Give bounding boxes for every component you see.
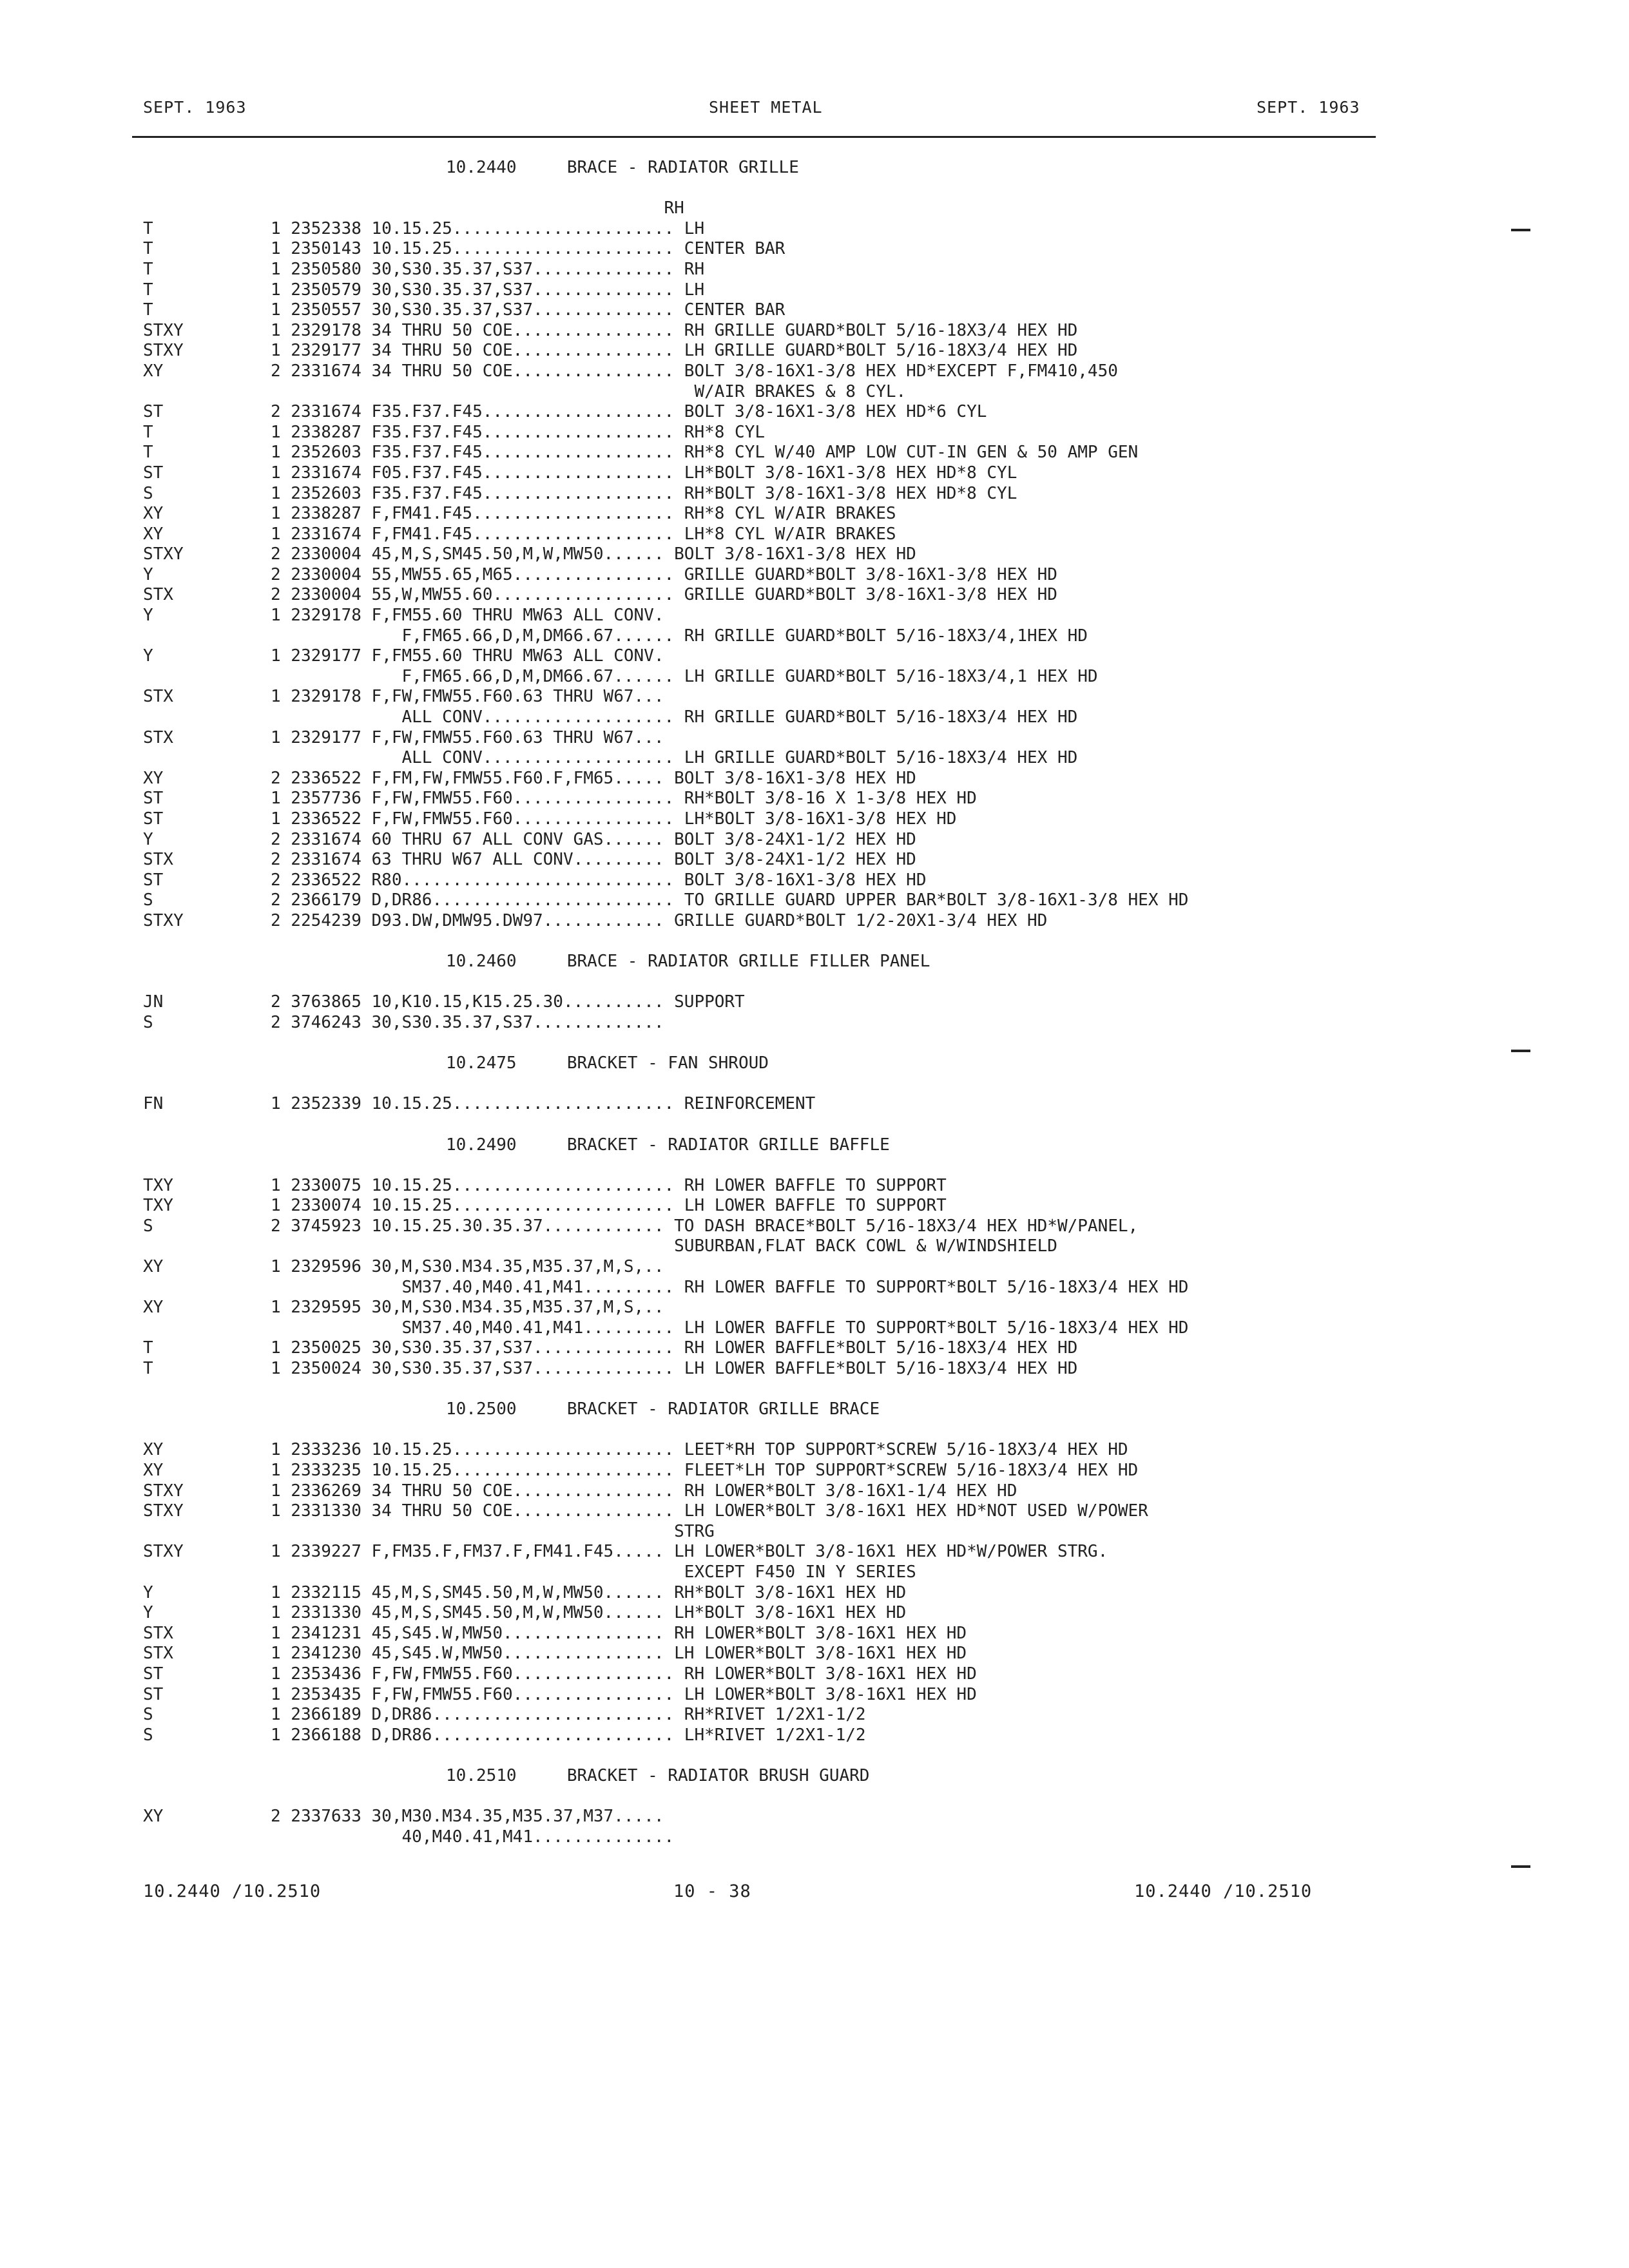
part-row — [143, 1501, 1432, 1522]
series-code: XY — [143, 504, 164, 524]
series-code: T — [143, 280, 153, 300]
part-row — [143, 1338, 1432, 1359]
part-row — [143, 1176, 1432, 1196]
series-code: S — [143, 1012, 153, 1032]
series-code: T — [143, 239, 153, 259]
section-title: 10.2500 BRACKET - RADIATOR GRILLE BRACE — [446, 1399, 880, 1419]
blank-line — [143, 932, 1432, 952]
part-row — [143, 463, 1432, 484]
series-code: T — [143, 422, 153, 442]
part-entry: 2 2331674 34 THRU 50 COE................ BOLT 3/8-16X1-3/8 HEX HD*EXCEPT F,FM410,450 — [271, 361, 1118, 381]
part-entry: 2 2330004 45,M,S,SM45.50,M,W,MW50...... BOLT 3/8-16X1-3/8 HEX HD — [271, 544, 916, 564]
part-entry: 1 2350143 10.15.25...................... CENTER BAR — [271, 239, 786, 259]
part-row — [143, 585, 1432, 606]
part-row — [143, 565, 1432, 586]
part-row — [143, 707, 1432, 728]
blank-line — [143, 972, 1432, 993]
part-entry: SM37.40,M40.41,M41......... RH LOWER BAFFLE TO SUPPORT*BOLT 5/16-18X3/4 HEX HD — [271, 1277, 1189, 1297]
part-entry: 1 2352339 10.15.25...................... REINFORCEMENT — [271, 1094, 816, 1114]
part-row — [143, 1278, 1432, 1298]
part-row — [143, 361, 1432, 382]
series-code: ST — [143, 789, 164, 809]
part-entry: 2 3746243 30,S30.35.37,S37............. — [271, 1012, 664, 1032]
header-left: SEPT. 1963 — [143, 98, 247, 117]
series-code: S — [143, 483, 153, 503]
part-row — [143, 769, 1432, 789]
series-code: XY — [143, 361, 164, 381]
part-row — [143, 1216, 1432, 1237]
part-entry: F,FM65.66,D,M,DM66.67...... RH GRILLE GUARD*BOLT 5/16-18X3/4,1HEX HD — [271, 626, 1088, 646]
part-row — [143, 1236, 1432, 1257]
header-right: SEPT. 1963 — [1257, 98, 1360, 117]
part-row — [143, 646, 1432, 667]
series-code: STXY — [143, 544, 184, 564]
part-entry: 1 2329178 F,FM55.60 THRU MW63 ALL CONV. — [271, 606, 664, 626]
part-entry: 2 3745923 10.15.25.30.35.37............ TO DASH BRACE*BOLT 5/16-18X3/4 HEX HD*W/PANEL, — [271, 1216, 1139, 1236]
series-code: ST — [143, 402, 164, 422]
blank-line — [143, 1745, 1432, 1766]
series-code: S — [143, 1725, 153, 1745]
margin-mark — [1511, 229, 1530, 231]
part-row — [143, 1664, 1432, 1685]
series-code: JN — [143, 992, 164, 1012]
part-entry: 2 2331674 60 THRU 67 ALL CONV GAS...... BOLT 3/8-24X1-1/2 HEX HD — [271, 829, 916, 849]
series-code: T — [143, 1359, 153, 1379]
part-entry: 1 2350024 30,S30.35.37,S37.............. LH LOWER BAFFLE*BOLT 5/16-18X3/4 HEX HD — [271, 1359, 1078, 1379]
footer-page-number: 10 - 38 — [673, 1881, 751, 1901]
part-row — [143, 1196, 1432, 1216]
part-row — [143, 1013, 1432, 1033]
part-entry: 1 2332115 45,M,S,SM45.50,M,W,MW50...... RH*BOLT 3/8-16X1 HEX HD — [271, 1582, 907, 1602]
series-code: S — [143, 1216, 153, 1236]
series-code: XY — [143, 524, 164, 544]
part-entry: 1 2329178 F,FW,FMW55.F60.63 THRU W67... — [271, 687, 664, 707]
blank-line — [143, 1379, 1432, 1400]
part-entry: 1 2333235 10.15.25...................... FLEET*LH TOP SUPPORT*SCREW 5/16-18X3/4 HEX HD — [271, 1461, 1139, 1480]
series-code: T — [143, 218, 153, 238]
part-entry: ALL CONV................... LH GRILLE GUARD*BOLT 5/16-18X3/4 HEX HD — [271, 748, 1078, 768]
part-row — [143, 300, 1432, 321]
series-code: STX — [143, 1623, 173, 1643]
series-code: Y — [143, 646, 153, 666]
parts-list — [143, 158, 1432, 1847]
series-code: ST — [143, 1684, 164, 1704]
series-code: ST — [143, 463, 164, 483]
part-row — [143, 911, 1432, 932]
margin-mark — [1511, 1050, 1530, 1052]
part-entry: 1 2338287 F,FM41.F45.................... RH*8 CYL W/AIR BRAKES — [271, 504, 896, 524]
part-entry: 1 2336269 34 THRU 50 COE................ RH LOWER*BOLT 3/8-16X1-1/4 HEX HD — [271, 1481, 1017, 1501]
part-entry: 40,M40.41,M41.............. — [271, 1827, 675, 1847]
blank-line — [143, 1115, 1432, 1135]
part-entry: 1 2330074 10.15.25...................... LH LOWER BAFFLE TO SUPPORT — [271, 1196, 947, 1216]
part-row — [143, 748, 1432, 769]
part-row — [143, 1359, 1432, 1379]
part-row — [143, 524, 1432, 545]
part-row — [143, 1644, 1432, 1664]
blank-line — [143, 1074, 1432, 1095]
part-entry: 2 2331674 63 THRU W67 ALL CONV......... BOLT 3/8-24X1-1/2 HEX HD — [271, 850, 916, 870]
part-entry: 1 2330075 10.15.25...................... RH LOWER BAFFLE TO SUPPORT — [271, 1175, 947, 1195]
section-title: 10.2510 BRACKET - RADIATOR BRUSH GUARD — [446, 1765, 870, 1785]
part-entry: 1 2350580 30,S30.35.37,S37.............. RH — [271, 259, 705, 279]
section-title: 10.2475 BRACKET - FAN SHROUD — [446, 1053, 769, 1073]
header-center: SHEET METAL — [709, 98, 823, 117]
part-entry: STRG — [271, 1521, 715, 1541]
part-entry: 1 2352603 F35.F37.F45................... RH*8 CYL W/40 AMP LOW CUT-IN GEN & 50 AMP GEN — [271, 443, 1139, 463]
part-row — [143, 1807, 1432, 1827]
series-code: S — [143, 1705, 153, 1725]
blank-line — [143, 1420, 1432, 1441]
part-entry: 1 2352603 F35.F37.F45................... RH*BOLT 3/8-16X1-3/8 HEX HD*8 CYL — [271, 483, 1017, 503]
part-entry: 1 2341231 45,S45.W,MW50................ RH LOWER*BOLT 3/8-16X1 HEX HD — [271, 1623, 967, 1643]
part-entry: W/AIR BRAKES & 8 CYL. — [271, 381, 907, 401]
series-code: STX — [143, 850, 173, 870]
part-entry: 1 2341230 45,S45.W,MW50................ LH LOWER*BOLT 3/8-16X1 HEX HD — [271, 1644, 967, 1664]
part-entry: 1 2329595 30,M,S30.M34.35,M35.37,M,S,.. — [271, 1298, 664, 1318]
series-code: XY — [143, 1461, 164, 1480]
part-entry: 1 2366188 D,DR86........................ LH*RIVET 1/2X1-1/2 — [271, 1725, 866, 1745]
series-code: ST — [143, 870, 164, 890]
series-code: T — [143, 1338, 153, 1358]
series-code: STXY — [143, 1481, 184, 1501]
part-entry: 2 2330004 55,W,MW55.60.................. GRILLE GUARD*BOLT 3/8-16X1-3/8 HEX HD — [271, 585, 1057, 605]
part-entry: 2 2254239 D93.DW,DMW95.DW97............ GRILLE GUARD*BOLT 1/2-20X1-3/4 HEX HD — [271, 910, 1048, 930]
series-code: XY — [143, 1298, 164, 1318]
series-code: STXY — [143, 1542, 184, 1562]
series-code: T — [143, 300, 153, 320]
part-entry: 1 2331330 45,M,S,SM45.50,M,W,MW50...... LH*BOLT 3/8-16X1 HEX HD — [271, 1603, 907, 1623]
part-row — [143, 626, 1432, 647]
part-row — [143, 544, 1432, 565]
part-row — [143, 1725, 1432, 1746]
part-row — [143, 423, 1432, 443]
series-code: STX — [143, 1644, 173, 1664]
series-code: STX — [143, 687, 173, 707]
series-code: STX — [143, 585, 173, 605]
series-code: STXY — [143, 320, 184, 340]
part-entry: SUBURBAN,FLAT BACK COWL & W/WINDSHIELD — [271, 1236, 1057, 1256]
part-entry: 1 2329177 34 THRU 50 COE................ LH GRILLE GUARD*BOLT 5/16-18X3/4 HEX HD — [271, 341, 1078, 361]
part-row — [143, 606, 1432, 626]
series-code: Y — [143, 606, 153, 626]
part-entry: 1 2350025 30,S30.35.37,S37.............. RH LOWER BAFFLE*BOLT 5/16-18X3/4 HEX HD — [271, 1338, 1078, 1358]
part-row — [143, 870, 1432, 891]
series-code: Y — [143, 829, 153, 849]
part-row — [143, 1705, 1432, 1725]
part-row — [143, 341, 1432, 361]
part-row — [143, 1603, 1432, 1624]
part-row — [143, 1522, 1432, 1542]
margin-mark — [1511, 1865, 1530, 1868]
part-entry: 2 2336522 R80........................... BOLT 3/8-16X1-3/8 HEX HD — [271, 870, 927, 890]
series-code: T — [143, 443, 153, 463]
part-row — [143, 1624, 1432, 1644]
part-entry: 2 2366179 D,DR86........................ TO GRILLE GUARD UPPER BAR*BOLT 3/8-16X1-3/8 HEX HD — [271, 890, 1189, 910]
series-code: S — [143, 890, 153, 910]
part-entry: 2 2330004 55,MW55.65,M65................ GRILLE GUARD*BOLT 3/8-16X1-3/8 HEX HD — [271, 564, 1057, 584]
part-row — [143, 1094, 1432, 1115]
part-row — [143, 198, 1432, 219]
part-entry: 1 2350557 30,S30.35.37,S37.............. CENTER BAR — [271, 300, 786, 320]
part-row — [143, 260, 1432, 280]
blank-line — [143, 1155, 1432, 1176]
series-code: XY — [143, 1440, 164, 1460]
part-entry: 1 2353436 F,FW,FMW55.F60................ RH LOWER*BOLT 3/8-16X1 HEX HD — [271, 1664, 977, 1684]
part-entry: 2 2337633 30,M30.M34.35,M35.37,M37..... — [271, 1807, 664, 1827]
part-entry: 1 2331674 F05.F37.F45................... LH*BOLT 3/8-16X1-3/8 HEX HD*8 CYL — [271, 463, 1017, 483]
part-row — [143, 382, 1432, 403]
part-entry: 1 2353435 F,FW,FMW55.F60................ LH LOWER*BOLT 3/8-16X1 HEX HD — [271, 1684, 977, 1704]
part-entry: 1 2329178 34 THRU 50 COE................ RH GRILLE GUARD*BOLT 5/16-18X3/4 HEX HD — [271, 320, 1078, 340]
part-row — [143, 850, 1432, 870]
part-row — [143, 1461, 1432, 1481]
part-row — [143, 667, 1432, 687]
part-row — [143, 443, 1432, 463]
part-entry: 1 2329177 F,FW,FMW55.F60.63 THRU W67... — [271, 727, 664, 747]
part-entry: 1 2333236 10.15.25...................... LEET*RH TOP SUPPORT*SCREW 5/16-18X3/4 HEX HD — [271, 1440, 1128, 1460]
series-code: TXY — [143, 1196, 173, 1216]
part-row — [143, 830, 1432, 850]
blank-line — [143, 178, 1432, 199]
series-code: TXY — [143, 1175, 173, 1195]
part-entry: 1 2352338 10.15.25...................... LH — [271, 218, 705, 238]
part-row — [143, 728, 1432, 749]
footer-left: 10.2440 /10.2510 — [143, 1881, 322, 1901]
part-row — [143, 1257, 1432, 1278]
part-entry: 2 2331674 F35.F37.F45................... BOLT 3/8-16X1-3/8 HEX HD*6 CYL — [271, 402, 987, 422]
part-entry: 1 2350579 30,S30.35.37,S37.............. LH — [271, 280, 705, 300]
footer-right: 10.2440 /10.2510 — [1134, 1881, 1313, 1901]
part-entry: RH — [271, 198, 684, 218]
part-entry: 1 2331330 34 THRU 50 COE................ LH LOWER*BOLT 3/8-16X1 HEX HD*NOT USED W/POWER — [271, 1501, 1148, 1521]
part-row — [143, 1318, 1432, 1339]
part-row — [143, 504, 1432, 524]
part-entry: 1 2339227 F,FM35.F,FM37.F,FM41.F45..... LH LOWER*BOLT 3/8-16X1 HEX HD*W/POWER STRG. — [271, 1542, 1108, 1562]
series-code: XY — [143, 768, 164, 788]
section-title: 10.2440 BRACE - RADIATOR GRILLE — [446, 158, 799, 177]
part-entry: 1 2329596 30,M,S30.M34.35,M35.37,M,S,.. — [271, 1257, 664, 1277]
series-code: Y — [143, 1603, 153, 1623]
section-title: 10.2460 BRACE - RADIATOR GRILLE FILLER PANEL — [446, 952, 930, 972]
series-code: XY — [143, 1257, 164, 1277]
series-code: ST — [143, 1664, 164, 1684]
series-code: STX — [143, 727, 173, 747]
part-row — [143, 280, 1432, 301]
series-code: STXY — [143, 341, 184, 361]
part-entry: 1 2336522 F,FW,FMW55.F60................ LH*BOLT 3/8-16X1-3/8 HEX HD — [271, 809, 957, 829]
series-code: Y — [143, 1582, 153, 1602]
header-rule — [132, 136, 1376, 138]
part-row — [143, 1685, 1432, 1706]
part-row — [143, 809, 1432, 830]
series-code: STXY — [143, 910, 184, 930]
part-row — [143, 1827, 1432, 1848]
part-row — [143, 890, 1432, 911]
part-row — [143, 321, 1432, 341]
part-row — [143, 1298, 1432, 1318]
part-row — [143, 789, 1432, 809]
part-entry: 1 2338287 F35.F37.F45................... RH*8 CYL — [271, 422, 766, 442]
series-code: Y — [143, 564, 153, 584]
part-row — [143, 1542, 1432, 1562]
part-entry: SM37.40,M40.41,M41......... LH LOWER BAFFLE TO SUPPORT*BOLT 5/16-18X3/4 HEX HD — [271, 1318, 1189, 1338]
series-code: ST — [143, 809, 164, 829]
part-row — [143, 484, 1432, 505]
part-entry: 1 2329177 F,FM55.60 THRU MW63 ALL CONV. — [271, 646, 664, 666]
part-entry: F,FM65.66,D,M,DM66.67...... LH GRILLE GUARD*BOLT 5/16-18X3/4,1 HEX HD — [271, 666, 1098, 686]
part-row — [143, 992, 1432, 1013]
part-entry: 2 2336522 F,FM,FW,FMW55.F60.F,FM65..... BOLT 3/8-16X1-3/8 HEX HD — [271, 768, 916, 788]
series-code: STXY — [143, 1501, 184, 1521]
part-row — [143, 1440, 1432, 1461]
series-code: XY — [143, 1807, 164, 1827]
part-entry: 1 2357736 F,FW,FMW55.F60................ RH*BOLT 3/8-16 X 1-3/8 HEX HD — [271, 789, 977, 809]
series-code: T — [143, 259, 153, 279]
part-row — [143, 1481, 1432, 1502]
part-entry: 1 2331674 F,FM41.F45.................... LH*8 CYL W/AIR BRAKES — [271, 524, 896, 544]
series-code: FN — [143, 1094, 164, 1114]
section-title: 10.2490 BRACKET - RADIATOR GRILLE BAFFLE — [446, 1135, 890, 1155]
part-entry: ALL CONV................... RH GRILLE GUARD*BOLT 5/16-18X3/4 HEX HD — [271, 707, 1078, 727]
part-entry: 1 2366189 D,DR86........................ RH*RIVET 1/2X1-1/2 — [271, 1705, 866, 1725]
part-row — [143, 402, 1432, 423]
blank-line — [143, 1787, 1432, 1807]
part-row — [143, 239, 1432, 260]
part-entry: 2 3763865 10,K10.15,K15.25.30.......... SUPPORT — [271, 992, 745, 1012]
part-row — [143, 1583, 1432, 1604]
part-row — [143, 219, 1432, 240]
part-row — [143, 1562, 1432, 1583]
blank-line — [143, 1033, 1432, 1054]
part-row — [143, 687, 1432, 707]
part-entry: EXCEPT F450 IN Y SERIES — [271, 1562, 916, 1582]
